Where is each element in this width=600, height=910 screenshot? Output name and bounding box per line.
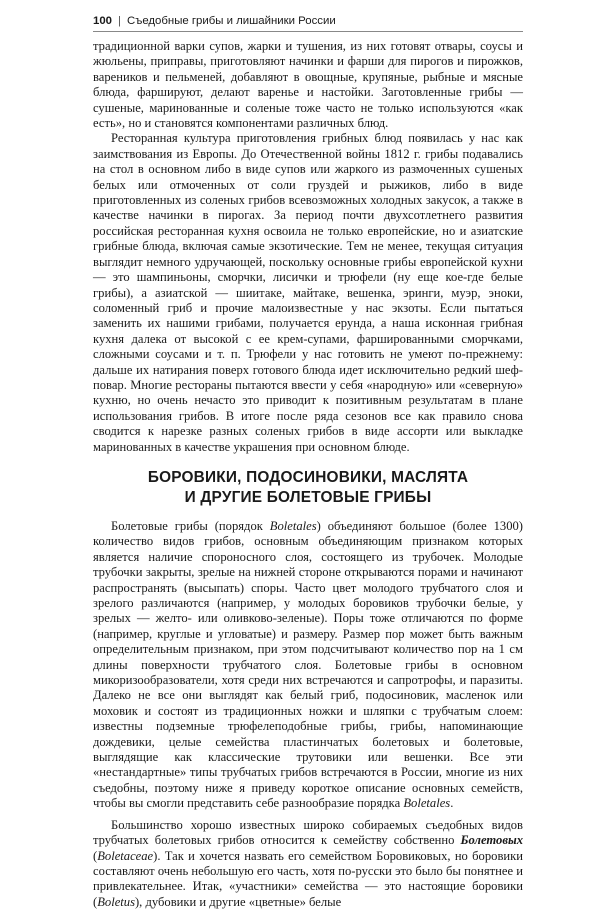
running-title: Съедобные грибы и лишайники России xyxy=(126,15,336,27)
page-body xyxy=(93,39,523,910)
section-heading xyxy=(93,468,523,508)
paragraph-boletaceae xyxy=(93,818,523,910)
paragraph-boletales-intro xyxy=(93,519,523,812)
family-name: Болетовых xyxy=(460,833,523,848)
paragraph-cooking-uses: традиционной варки супов, жарки и тушения, из них готовят отвары, соусы и жюльены, приправы, приготовляют начинки и фарши для пирогов и пирожков, вареников и пельменей, добавляют в овощные, крупяные, рыбные и мясные блюда, фаршируют, делают варенье и настойки. Заготовленные грибы — сушеные, маринованные и соленые тоже часто не только используются «как есть», но и становятся компонентами различных блюд. xyxy=(93,39,523,131)
text-run: ). Так и хочется назвать его семейством Боровиковых, но боровики составляют очень небольшую его часть, хотя по-русски это было бы понятнее и привлекательнее. Итак, «участники» семейства — это настоящие боровики ( xyxy=(93,848,523,909)
text-run: ( xyxy=(93,848,98,863)
header-rule xyxy=(93,31,523,32)
latin-term: Boletales xyxy=(269,518,317,533)
page-number: 100 xyxy=(93,15,113,27)
header-separator: | xyxy=(118,15,121,27)
section-heading-line-2: И ДРУГИЕ БОЛЕТОВЫЕ ГРИБЫ xyxy=(184,488,432,506)
running-head xyxy=(93,11,336,31)
latin-term: Boletus xyxy=(97,894,135,909)
latin-term: Boletaceae xyxy=(97,848,154,863)
text-run: ), дубовики и другие «цветные» белые xyxy=(134,894,342,909)
text-run: ) объединяют большое (более 1300) количество видов грибов, основным объединяющим признаком которых является наличие спороносного слоя, состоящего из трубочек. Молодые трубочки закрыты, зрелые на нижней стороне открываются порами и начинают распространять (высыпать) споры. Часто цвет молодого трубчатого слоя и зрелого различаются (например, у молодых боровиков трубочки белые, у зрелых — желто- или оливково-зеленые). Поры тоже отличаются по форме (например, круглые и угловатые) и размеру. Размер пор может быть важным определительным признаком, при этом подсчитывают количество пор на 1 см длины поверхности трубчатого слоя. Болетовые грибы в основном микоризообразователи, хотя среди них встречаются и сапротрофы, и паразиты. Далеко не все они выглядят как белый гриб, подосиновик, масленок или моховик и состоят из традиционных ножки и шляпки с трубчатым слоем: известны подземные трюфелеподобные грибы, грибы, напоминающие дождевики, целые семейства пластинчатых болетовых и болетовые, выглядящие как классические трутовики или вешенки. Все эти «нестандартные» типы трубчатых грибов встречаются в России, многие из них съедобны, поэтому ниже я приведу короткое описание основных семейств, чтобы вы смогли представить себе разнообразие порядка xyxy=(93,518,524,811)
text-run: . xyxy=(450,796,454,811)
paragraph-restaurant-culture: Ресторанная культура приготовления грибных блюд появилась у нас как заимствования из Европы. До Отечественной войны 1812 г. грибы подавались на стол в основном либо в виде супов или жаркого из размоченных сушеных белых или отмоченных от соли груздей и рыжиков, либо в виде приготовленных из соленых грибов всевозможных холодных закусок, а также в качестве начинки в пирогах. За период почти двухсотлетнего развития российская ресторанная кухня освоила не только европейские, но и азиатские грибные блюда, включая самые экзотические. Тем не менее, текущая ситуация выглядит немного удручающей, поскольку основные грибы европейской кухни — это шампиньоны, сморчки, лисички и трюфели (ну еще кое-где белые грибы), а азиатской — шиитаке, майтаке, вешенка, эринги, муэр, эноки, соломенный гриб и прочие малоизвестные у нас экзоты. Если пытаться заменить их нашими грибами, получается ерунда, а наша исконная грибная кухня далека от высокой с ее крем-супами, фаршированными сморчками, сложными соусами и т. п. Трюфели у нас готовить не умеют по-прежнему: дальше их натирания поверх готового блюда идет исключительно редкий шеф-повар. Многие рестораны пытаются ввести у себя «народную» или «северную» кухню, но очень нечасто это приводит к позитивным результатам в плане использования грибов. В итоге после ряда сезонов все как правило снова сводится к нарезке разных соленых грибов в виде ассорти или выкладке маринованных в качестве украшения при основном блюде. xyxy=(93,131,523,454)
section-heading-line-1: БОРОВИКИ, ПОДОСИНОВИКИ, МАСЛЯТА xyxy=(147,468,469,486)
latin-term: Boletales xyxy=(403,796,451,811)
text-run: Болетовые грибы (порядок xyxy=(111,518,270,533)
text-run: Большинство хорошо известных широко собираемых съедобных видов трубчатых болетовых грибов относится к семейству собственно xyxy=(93,817,523,848)
